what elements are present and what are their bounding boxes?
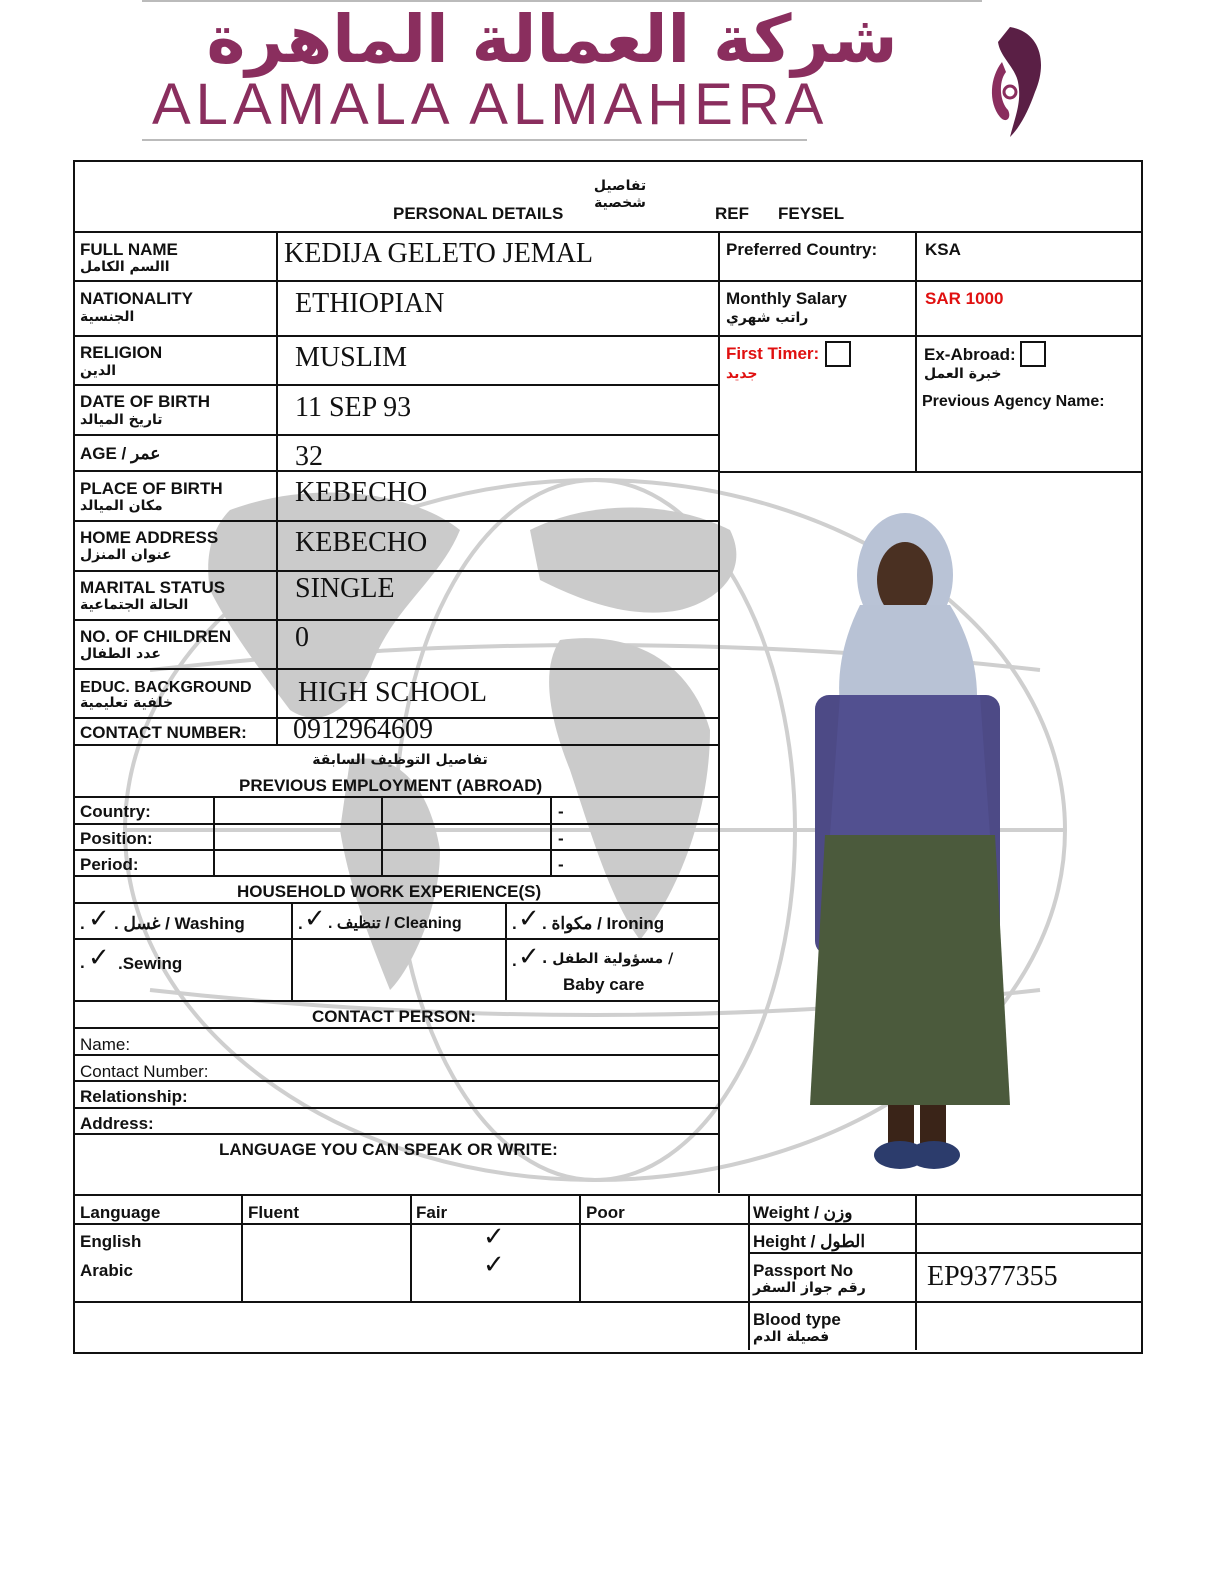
household-title: HOUSEHOLD WORK EXPERIENCE(S) bbox=[237, 882, 542, 901]
field-value: 0 bbox=[295, 622, 309, 653]
contact-number-label: Contact Number: bbox=[80, 1062, 209, 1081]
prev-period-label: Period: bbox=[80, 855, 139, 874]
field-value: SINGLE bbox=[295, 573, 395, 604]
monthly-salary-value: SAR 1000 bbox=[925, 289, 1004, 308]
lang-header-language: Language bbox=[80, 1203, 161, 1222]
field-label-arabic: عنوان المنزل bbox=[80, 547, 172, 563]
field-value: 0912964609 bbox=[293, 714, 433, 745]
field-value: MUSLIM bbox=[295, 342, 408, 373]
passport-label: Passport No bbox=[753, 1261, 854, 1280]
field-label: AGE / عمر bbox=[80, 444, 161, 463]
height-label: Height / الطول bbox=[753, 1232, 866, 1251]
field-label: CONTACT NUMBER: bbox=[80, 723, 247, 742]
form-frame bbox=[73, 160, 1143, 1354]
ex-abroad-arabic: خبرة العمل bbox=[924, 366, 1002, 382]
logo-emblem-icon bbox=[980, 22, 1050, 142]
sewing-check-icon: ✓ bbox=[88, 943, 110, 973]
contact-person-title: CONTACT PERSON: bbox=[312, 1007, 477, 1026]
weight-label: Weight / وزن bbox=[753, 1203, 853, 1222]
ironing-check-icon: ✓ bbox=[518, 904, 540, 934]
arabic-fair-check-icon: ✓ bbox=[483, 1250, 505, 1280]
field-value: 11 SEP 93 bbox=[295, 392, 412, 423]
first-timer-label: First Timer: bbox=[726, 344, 820, 363]
monthly-salary-arabic: راتب شهري bbox=[726, 310, 809, 326]
field-label: NATIONALITY bbox=[80, 289, 194, 308]
field-value: HIGH SCHOOL bbox=[298, 677, 487, 708]
field-value: 32 bbox=[295, 441, 323, 472]
first-timer-checkbox[interactable] bbox=[825, 341, 851, 367]
babycare-label: Baby care bbox=[563, 975, 645, 994]
field-label-arabic: خلفية تعليمية bbox=[80, 695, 174, 711]
field-label-arabic: مكان الميالد bbox=[80, 498, 163, 514]
ref-value: FEYSEL bbox=[778, 204, 845, 223]
cleaning-check-icon: ✓ bbox=[304, 904, 326, 934]
lang-row-english: English bbox=[80, 1232, 142, 1251]
prev-position-label: Position: bbox=[80, 829, 153, 848]
field-label: MARITAL STATUS bbox=[80, 578, 226, 597]
preferred-country-label: Preferred Country: bbox=[726, 240, 878, 259]
field-label-arabic: عدد الطفال bbox=[80, 646, 161, 662]
cleaning-label: . تنظيف / Cleaning bbox=[328, 915, 462, 932]
sewing-label: .Sewing bbox=[118, 954, 183, 973]
ironing-label: . مكواة / Ironing bbox=[542, 914, 665, 933]
washing-check-icon: ✓ bbox=[88, 904, 110, 934]
field-label-arabic: الحالة الجتماعية bbox=[80, 597, 189, 613]
field-label-arabic: الجنسية bbox=[80, 309, 135, 325]
field-value: KEBECHO bbox=[295, 527, 428, 558]
first-timer-arabic: جديد bbox=[726, 366, 758, 382]
ref-label: REF bbox=[715, 204, 749, 223]
field-label: RELIGION bbox=[80, 343, 163, 362]
dot: . bbox=[512, 951, 517, 970]
prev-country-label: Country: bbox=[80, 802, 151, 821]
field-label: PLACE OF BIRTH bbox=[80, 479, 223, 498]
dot: . bbox=[80, 914, 85, 933]
washing-label: . غسل / Washing bbox=[114, 914, 245, 933]
dot: . bbox=[512, 914, 517, 933]
babycare-check-icon: ✓ bbox=[518, 942, 540, 972]
lang-row-arabic: Arabic bbox=[80, 1261, 133, 1280]
field-label-arabic: تاريخ الميالد bbox=[80, 412, 163, 428]
dot: . bbox=[298, 914, 303, 933]
monthly-salary-label: Monthly Salary bbox=[726, 289, 847, 308]
field-label: DATE OF BIRTH bbox=[80, 392, 211, 411]
field-value: KEBECHO bbox=[295, 477, 428, 508]
field-label-arabic: االسم الكامل bbox=[80, 259, 170, 275]
blood-type-label: Blood type bbox=[753, 1310, 841, 1329]
previous-employment-arabic: تفاصيل التوظيف السابقة bbox=[312, 752, 488, 768]
lang-header-fluent: Fluent bbox=[248, 1203, 299, 1222]
field-label: FULL NAME bbox=[80, 240, 178, 259]
field-label: NO. OF CHILDREN bbox=[80, 627, 232, 646]
lang-header-fair: Fair bbox=[416, 1203, 448, 1222]
language-section-title: LANGUAGE YOU CAN SPEAK OR WRITE: bbox=[219, 1140, 558, 1159]
ex-abroad-label: Ex-Abroad: bbox=[924, 345, 1016, 364]
field-label: EDUC. BACKGROUND bbox=[80, 679, 252, 696]
title-arabic: تفاصيل شخصية bbox=[593, 178, 647, 211]
english-fair-check-icon: ✓ bbox=[483, 1222, 505, 1252]
ex-abroad-checkbox[interactable] bbox=[1020, 341, 1046, 367]
company-logo bbox=[142, 0, 1062, 145]
blood-type-arabic: فصيلة الدم bbox=[753, 1329, 830, 1345]
previous-employment-title: PREVIOUS EMPLOYMENT (ABROAD) bbox=[239, 776, 543, 795]
company-name-latin: ALAMALA ALMAHERA bbox=[152, 72, 829, 137]
dot: . bbox=[80, 953, 85, 972]
field-label-arabic: الدين bbox=[80, 363, 116, 379]
contact-name-label: Name: bbox=[80, 1035, 131, 1054]
passport-label-arabic: رقم جواز السفر bbox=[753, 1280, 866, 1296]
babycare-label-arabic: . مسؤولية الطفل / bbox=[542, 951, 674, 967]
contact-relationship-label: Relationship: bbox=[80, 1087, 188, 1106]
field-value: ETHIOPIAN bbox=[295, 288, 445, 319]
preferred-country-value: KSA bbox=[925, 240, 961, 259]
passport-value: EP9377355 bbox=[927, 1261, 1058, 1292]
previous-agency-label: Previous Agency Name: bbox=[922, 393, 1105, 410]
field-label: HOME ADDRESS bbox=[80, 528, 219, 547]
field-value: KEDIJA GELETO JEMAL bbox=[284, 238, 594, 269]
contact-address-label: Address: bbox=[80, 1114, 154, 1133]
dash: - bbox=[558, 829, 564, 848]
lang-header-poor: Poor bbox=[586, 1203, 625, 1222]
dash: - bbox=[558, 855, 564, 874]
company-name-arabic: شركة العمالة الماهرة bbox=[206, 1, 898, 78]
dash: - bbox=[558, 802, 564, 821]
page-title: PERSONAL DETAILS bbox=[393, 204, 564, 223]
